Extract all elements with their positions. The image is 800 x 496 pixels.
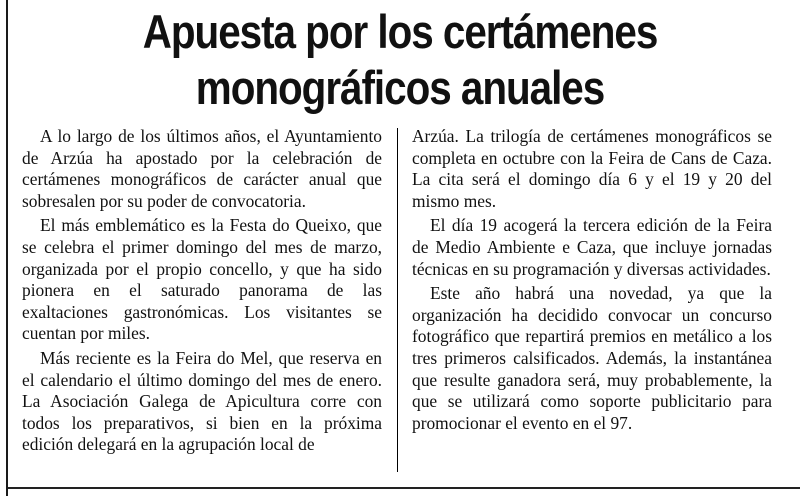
column-divider [397, 128, 398, 472]
paragraph: Este año habrá una novedad, ya que la organización ha decidido convocar un concurso fotográfico que repartirá premios en metálico a los tres primeros calsificados. Además, la instantánea que resulte ganadora será, muy probablemente, la que se utilizará como soporte publicitario para promocionar el evento en el 97. [412, 283, 772, 433]
headline-line-2: monográficos anuales [195, 61, 605, 114]
article-headline [82, 4, 718, 116]
paragraph: El más emblemático es la Festa do Queixo, que se celebra el primer domingo del mes de marzo, organizada por el propio concello, y que ha sido pionera en el saturado panorama de las exaltaciones gastronómicas. Los visitantes se cuentan por miles. [22, 215, 382, 344]
left-page-rule [6, 0, 8, 496]
left-text-column [22, 126, 382, 459]
bottom-rule [8, 487, 800, 489]
headline-line-1: Apuesta por los certámenes [142, 5, 658, 58]
right-text-column [412, 126, 772, 437]
paragraph: A lo largo de los últimos años, el Ayuntamiento de Arzúa ha apostado por la celebración de certámenes monográficos de carácter anual que sobresalen por su poder de convocatoria. [22, 126, 382, 211]
paragraph: El día 19 acogerá la tercera edición de la Feira de Medio Ambiente e Caza, que incluye jornadas técnicas en su programación y diversas actividades. [412, 215, 772, 279]
paragraph: Arzúa. La trilogía de certámenes monográficos se completa en octubre con la Feira de Cans de Caza. La cita será el domingo día 6 y el 19 y 20 del mismo mes. [412, 126, 772, 211]
paragraph: Más reciente es la Feira do Mel, que reserva en el calendario el último domingo del mes de enero. La Asociación Galega de Apicultura corre con todos los preparativos, si bien en la próxima edición delegará en la agrupación local de [22, 347, 382, 455]
